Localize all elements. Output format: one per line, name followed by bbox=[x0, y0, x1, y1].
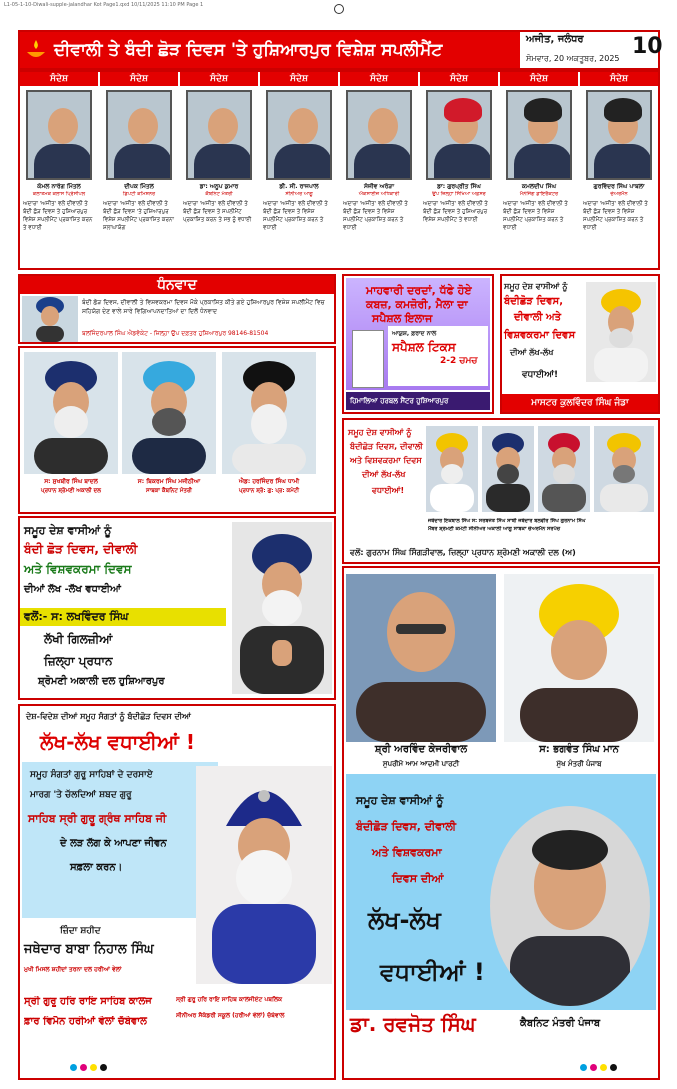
sandesh-heading: ਸੰਦੇਸ਼ bbox=[180, 72, 258, 86]
issue-date: ਸੋਮਵਾਰ, 20 ਅਕਤੂਬਰ, 2025 bbox=[526, 54, 620, 63]
leader-role: ਪ੍ਰਧਾਨ ਸ਼੍ਰੋ: ਗੁ: ਪ੍ਰ: ਕਮੇਟੀ bbox=[238, 488, 300, 494]
sandesh-title: ਸੀਨੀਅਰ ਆਗੂ bbox=[285, 191, 313, 197]
desh-line-8: ਸ਼੍ਰੋਮਣੀ ਅਕਾਲੀ ਦਲ ਹੁਸ਼ਿਆਰਪੁਰ bbox=[38, 676, 165, 687]
sangat-headline: ਲੱਖ-ਲੱਖ ਵਧਾਈਆਂ ! bbox=[40, 730, 195, 754]
sangat-line-13: ਸ੍ਰੀ ਗੁਰੂ ਹਰਿ ਰਾਇ ਸਾਹਿਬ ਕਾਲਜੀਏਟ ਪਬਲਿਕ bbox=[176, 996, 283, 1003]
sandesh-title: ਕੈਬਨਿਟ ਮੰਤਰੀ bbox=[205, 191, 233, 197]
sandesh-name: ਗੁਰਵਿੰਦਰ ਸਿੰਘ ਪਾਬਲਾ bbox=[593, 183, 645, 190]
mann-role: ਮੁੱਖ ਮੰਤਰੀ ਪੰਜਾਬ bbox=[556, 760, 602, 768]
villager-photo bbox=[538, 426, 590, 512]
sandesh-photo bbox=[106, 90, 172, 180]
dhanwad-sign: ਬਲਜਿੰਦਰਪਾਲ ਸਿੰਘ ਐਡਵੋਕੇਟ - ਜ਼ਿਲ੍ਹਾ ਉਪ ਦਫ਼ਤਰ ਹੁਸ਼ਿਆਰਪੁਰ 98146-81504 bbox=[82, 330, 269, 337]
sandesh-title: ਕਲਾਤਮਕ ਕਲਾਸ ਪ੍ਰਿੰਸੀਪਲ bbox=[32, 191, 86, 197]
desh-line-3: ਅਤੇ ਵਿਸ਼ਵਕਰਮਾ ਦਿਵਸ bbox=[24, 562, 132, 576]
color-swatch bbox=[70, 1064, 77, 1071]
kejriwal-photo bbox=[346, 574, 496, 742]
sandesh-title: ਐਕਸਾਈਜ਼ ਅਧਿਕਾਰੀ bbox=[358, 191, 400, 197]
sandesh-card bbox=[260, 72, 338, 268]
ravjot-role: ਕੈਬਨਿਟ ਮੰਤਰੀ ਪੰਜਾਬ bbox=[520, 1018, 601, 1029]
sandesh-text: ਅਦਾਰਾ 'ਅਜੀਤ' ਵਲੋਂ ਦੀਵਾਲੀ ਤੇ ਬੰਦੀ ਛੋੜ ਦਿਵਸ ਤੇ ਹੁਸ਼ਿਆਰਪੁਰ ਵਿਸ਼ੇਸ਼ ਸਪਲੀਮੈਂਟ ਪ੍ਰਕਾਸ਼ਿਤ ਕਰਨ ਤੇ ਵਧਾਈ bbox=[23, 201, 93, 231]
villagers-line-2: ਬੰਦੀਛੋੜ ਦਿਵਸ, ਦੀਵਾਲੀ bbox=[350, 442, 423, 451]
sangat-line-12: ਫ਼ਾਰ ਵਿਮੈਨ ਹਰੀਆਂ ਵੇਲਾਂ ਚੱਬੇਵਾਲ bbox=[24, 1016, 147, 1027]
villagers-line-5: ਵਧਾਈਆਂ! bbox=[372, 486, 405, 495]
aap-line-4: ਦਿਵਸ ਦੀਆਂ bbox=[392, 872, 444, 885]
desh-line-1: ਸਮੂਹ ਦੇਸ਼ ਵਾਸੀਆਂ ਨੂੰ bbox=[24, 524, 112, 537]
dhanwad-text: ਬੰਦੀ ਛੋੜ ਦਿਵਸ, ਦੀਵਾਲੀ ਤੇ ਵਿਸ਼ਵਕਰਮਾ ਦਿਵਸ ਮੌਕੇ ਪ੍ਰਕਾਸ਼ਿਤ ਕੀਤੇ ਗਏ ਹੁਸ਼ਿਆਰਪੁਰ ਵਿਸ਼ੇਸ਼ ਸਪਲੀਮੈਂਟ ਵਿਚ ਸਹਿਯੋਗ ਦੇਣ ਵਾਲੇ ਸਾਰੇ ਵਿਗਿਆਪਨਦਾਤਿਆਂ ਦਾ ਦਿਲੋਂ ਧੰਨਵਾਦ bbox=[82, 299, 325, 315]
sandesh-heading: ਸੰਦੇਸ਼ bbox=[420, 72, 498, 86]
sandesh-heading: ਸੰਦੇਸ਼ bbox=[100, 72, 178, 86]
sandesh-name: ਡਾ: ਅਨੂਪ ਕੁਮਾਰ bbox=[199, 183, 239, 190]
leader-photo bbox=[222, 352, 316, 474]
aap-line-3: ਅਤੇ ਵਿਸ਼ਵਕਰਮਾ bbox=[372, 846, 442, 859]
leader-name: ਸ: ਬਿਕਰਮ ਸਿੰਘ ਮਜੀਠੀਆ bbox=[137, 478, 201, 485]
aap-line-2: ਬੰਦੀਛੋੜ ਦਿਵਸ, ਦੀਵਾਲੀ bbox=[356, 820, 457, 833]
sandesh-card bbox=[500, 72, 578, 268]
leader-photo bbox=[122, 352, 216, 474]
sandesh-photo bbox=[346, 90, 412, 180]
desh-line-6: ਲੱਖੀ ਗਿਲਜ਼ੀਆਂ bbox=[44, 632, 113, 646]
sangat-line-10: ਮੁਖੀ ਮਿਸਲ ਸ਼ਹੀਦਾਂ ਤਰਨਾ ਦਲ ਹਰੀਆਂ ਵੇਲਾਂ bbox=[24, 966, 122, 973]
villagers-by-line: ਵਲੋਂ: ਗੁਰਨਾਮ ਸਿੰਘ ਸਿੰਗੜੀਵਾਲ, ਜ਼ਿਲ੍ਹਾ ਪ੍ਰਧਾਨ ਸ਼੍ਰੋਮਣੀ ਅਕਾਲੀ ਦਲ (ਅ) bbox=[350, 548, 576, 557]
sangat-line-11: ਸ੍ਰੀ ਗੁਰੂ ਹਰਿ ਰਾਇ ਸਾਹਿਬ ਕਾਲਜ bbox=[24, 996, 152, 1007]
greet-line-3: ਦੀਵਾਲੀ ਅਤੇ bbox=[514, 312, 562, 323]
sandesh-photo bbox=[506, 90, 572, 180]
leader-role: ਪ੍ਰਧਾਨ ਸ਼੍ਰੋਮਣੀ ਅਕਾਲੀ ਦਲ bbox=[41, 488, 101, 494]
sangat-line-5: ਸਾਹਿਬ ਸ੍ਰੀ ਗੁਰੂ ਗ੍ਰੰਥ ਸਾਹਿਬ ਜੀ bbox=[28, 812, 167, 825]
greet-line-4: ਵਿਸ਼ਵਕਰਮਾ ਦਿਵਸ bbox=[504, 330, 576, 341]
ad-line-1: ਮਾਹਵਾਰੀ ਦਰਦਾਂ, ਧੱਫੇ ਹੋਏ bbox=[366, 284, 472, 297]
villager-photo bbox=[426, 426, 478, 512]
product-pack-image bbox=[352, 330, 384, 388]
sandesh-card bbox=[100, 72, 178, 268]
aap-line-1: ਸਮੂਹ ਦੇਸ਼ ਵਾਸੀਆਂ ਨੂੰ bbox=[356, 794, 444, 807]
villagers-line-1: ਸਮੂਹ ਦੇਸ਼ ਵਾਸੀਆਂ ਨੂੰ bbox=[348, 428, 412, 437]
color-swatch bbox=[100, 1064, 107, 1071]
print-slug: L1-05-1-10-Diwali-supple-jalandhar Kot Page1.qxd 10/11/2025 11:10 PM Page 1 bbox=[4, 2, 204, 8]
sandesh-text: ਅਦਾਰਾ 'ਅਜੀਤ' ਵਲੋਂ ਦੀਵਾਲੀ ਤੇ ਬੰਦੀ ਛੋੜ ਦਿਵਸ ਤੇ ਵਿਸ਼ੇਸ਼ ਸਪਲੀਮੈਂਟ ਪ੍ਰਕਾਸ਼ਿਤ ਕਰਨ ਤੇ ਵਧਾਈ bbox=[503, 201, 568, 231]
ad-line-3: ਸਪੈਸ਼ਲ ਇਲਾਜ bbox=[372, 312, 433, 325]
sandesh-photo bbox=[586, 90, 652, 180]
desh-line-4: ਦੀਆਂ ਲੱਖ -ਲੱਖ ਵਧਾਈਆਂ bbox=[24, 584, 121, 595]
sandesh-name: ਡਾ: ਗੁਰਪ੍ਰੀਤ ਸਿੰਘ bbox=[437, 183, 481, 190]
page-number: 10 bbox=[632, 34, 663, 59]
color-swatch bbox=[590, 1064, 597, 1071]
ad-small-text: ਆਯੁਸ਼, ਫ਼ਰਾਦ ਨਾਲ bbox=[392, 330, 437, 337]
greet-line-6: ਵਧਾਈਆਂ! bbox=[522, 370, 559, 380]
sandesh-card bbox=[340, 72, 418, 268]
sandesh-photo bbox=[426, 90, 492, 180]
ad-footer-bar: ਹਿਮਾਲਿਆ ਹਰਬਲ ਸੈਂਟਰ ਹੁਸ਼ਿਆਰਪੁਰ bbox=[346, 392, 490, 410]
leader-photo bbox=[24, 352, 118, 474]
greet-line-1: ਸਮੂਹ ਦੇਸ਼ ਵਾਸੀਆਂ ਨੂੰ bbox=[504, 282, 568, 291]
sandesh-card bbox=[580, 72, 658, 268]
sandesh-card bbox=[180, 72, 258, 268]
registration-mark bbox=[334, 4, 344, 14]
sangat-line-1: ਦੇਸ਼-ਵਿਦੇਸ਼ ਦੀਆਂ ਸਮੂਹ ਸੰਗਤਾਂ ਨੂੰ ਬੰਦੀਛੋੜ ਦਿਵਸ ਦੀਆਂ bbox=[26, 712, 191, 721]
sandesh-photo bbox=[186, 90, 252, 180]
sangat-line-9: ਜਥੇਦਾਰ ਬਾਬਾ ਨਿਹਾਲ ਸਿੰਘ bbox=[24, 942, 154, 957]
villagers-roles: ਮੈਂਬਰ ਸ਼੍ਰੋਮਣੀ ਕਮੇਟੀ ਸੀਨੀਅਰ ਅਕਾਲੀ ਆਗੂ ਸਾਬਕਾ ਚੇਅਰਮੈਨ ਸਰਪੰਚ bbox=[428, 526, 561, 532]
kejriwal-role: ਸੁਪਰੀਮੋ ਆਮ ਆਦਮੀ ਪਾਰਟੀ bbox=[382, 760, 460, 768]
ad-special: ਸਪੈਸ਼ਲ ਟਿਕਸ bbox=[392, 340, 456, 354]
dhanwad-title: ਧੰਨਵਾਦ bbox=[20, 276, 334, 294]
aap-line-6: ਵਧਾਈਆਂ ! bbox=[380, 958, 485, 986]
sandesh-text: ਅਦਾਰਾ 'ਅਜੀਤ' ਵਲੋਂ ਦੀਵਾਲੀ ਤੇ ਬੰਦੀ ਛੋੜ ਦਿਵਸ ਤੇ ਵਿਸ਼ੇਸ਼ ਸਪਲੀਮੈਂਟ ਪ੍ਰਕਾਸ਼ਿਤ ਕਰਨ ਤੇ ਵਧਾਈ bbox=[263, 201, 328, 231]
leader-role: ਸਾਬਕਾ ਕੈਬਨਿਟ ਮੰਤਰੀ bbox=[146, 488, 192, 494]
sandesh-text: ਅਦਾਰਾ 'ਅਜੀਤ' ਵਲੋਂ ਦੀਵਾਲੀ ਤੇ ਬੰਦੀ ਛੋੜ ਦਿਵਸ ਤੇ ਹੁਸ਼ਿਆਰਪੁਰ ਵਿਸ਼ੇਸ਼ ਸਪਲੀਮੈਂਟ ਤੇ ਵਧਾਈ bbox=[423, 201, 488, 223]
sandesh-title: ਚੇਅਰਮੈਨ bbox=[610, 191, 628, 197]
greet-line-5: ਦੀਆਂ ਲੱਖ-ਲੱਖ bbox=[510, 348, 554, 357]
color-swatch bbox=[80, 1064, 87, 1071]
sandesh-heading: ਸੰਦੇਸ਼ bbox=[260, 72, 338, 86]
nihang-photo bbox=[196, 766, 332, 984]
sangat-line-8: ਜ਼ਿੰਦਾ ਸ਼ਹੀਦ bbox=[60, 926, 101, 936]
desh-photo bbox=[232, 522, 332, 694]
sandesh-heading: ਸੰਦੇਸ਼ bbox=[20, 72, 98, 86]
ravjot-photo bbox=[490, 806, 650, 1006]
ad-line-2: ਕਬਜ਼, ਕਮਜ਼ੋਰੀ, ਮੈਲਾ ਦਾ bbox=[366, 298, 468, 311]
sandesh-name: ਦੀਪਕ ਮਿੱਤਲ bbox=[124, 183, 154, 190]
diya-icon bbox=[24, 38, 48, 62]
color-swatch bbox=[610, 1064, 617, 1071]
sandesh-photo bbox=[266, 90, 332, 180]
leader-name: ਐਡ: ਹਰਜਿੰਦਰ ਸਿੰਘ ਧਾਮੀ bbox=[238, 478, 300, 485]
sandesh-title: ਡਿਪਟੀ ਕਮਿਸ਼ਨਰ bbox=[122, 191, 156, 197]
kejriwal-name: ਸ਼੍ਰੀ ਅਰਵਿੰਦ ਕੇਜਰੀਵਾਲ bbox=[374, 744, 468, 755]
sangat-line-4: ਮਾਰਗ 'ਤੇ ਚੱਲਦਿਆਂ ਸ਼ਬਦ ਗੁਰੂ bbox=[30, 790, 132, 800]
villagers-line-4: ਦੀਆਂ ਲੱਖ-ਲੱਖ bbox=[362, 470, 406, 479]
color-swatch bbox=[90, 1064, 97, 1071]
desh-line-2: ਬੰਦੀ ਛੋੜ ਦਿਵਸ, ਦੀਵਾਲੀ bbox=[24, 542, 138, 556]
ravjot-name: ਡਾ. ਰਵਜੋਤ ਸਿੰਘ bbox=[350, 1012, 476, 1036]
aap-line-5: ਲੱਖ-ਲੱਖ bbox=[368, 906, 441, 934]
sandesh-text: ਅਦਾਰਾ 'ਅਜੀਤ' ਵਲੋਂ ਦੀਵਾਲੀ ਤੇ ਬੰਦੀ ਛੋੜ ਦਿਵਸ ਤੇ ਵਿਸ਼ੇਸ਼ ਸਪਲੀਮੈਂਟ ਪ੍ਰਕਾਸ਼ਿਤ ਕਰਨ ਤੇ ਵਧਾਈ bbox=[343, 201, 408, 231]
color-swatch bbox=[580, 1064, 587, 1071]
villagers-names: ਜਥੇਦਾਰ ਇਕਬਾਲ ਸਿੰਘ ਸ: ਸਰਬਜੋਤ ਸਿੰਘ ਸਾਬੀ ਜਥੇਦਾਰ ਬਲਵੀਰ ਸਿੰਘ ਗੁਰਨਾਮ ਸਿੰਘ bbox=[428, 518, 586, 524]
sandesh-name: ਸੰਜੀਵ ਅਰੋੜਾ bbox=[363, 183, 395, 190]
sandesh-card bbox=[420, 72, 498, 268]
greet-line-2: ਬੰਦੀਛੋੜ ਦਿਵਸ, bbox=[504, 296, 564, 307]
sandesh-name: ਕਮਲਦੀਪ ਸਿੰਘ bbox=[521, 183, 557, 190]
desh-line-7: ਜ਼ਿਲ੍ਹਾ ਪ੍ਰਧਾਨ bbox=[44, 654, 113, 668]
sandesh-heading: ਸੰਦੇਸ਼ bbox=[340, 72, 418, 86]
desh-line-5: ਵਲੋਂ:- ਸ: ਲਖਵਿੰਦਰ ਸਿੰਘ bbox=[24, 610, 129, 623]
master-name: ਮਾਸਟਰ ਕੁਲਵਿੰਦਰ ਸਿੰਘ ਜੰਡਾ bbox=[502, 394, 658, 412]
sangat-line-3: ਸਮੂਹ ਸੰਗਤਾਂ ਗੁਰੂ ਸਾਹਿਬਾਂ ਦੇ ਦਰਸਾਏ bbox=[30, 770, 153, 780]
dhanwad-photo bbox=[22, 296, 78, 342]
color-swatch bbox=[600, 1064, 607, 1071]
mann-name: ਸ: ਭਗਵੰਤ ਸਿੰਘ ਮਾਨ bbox=[539, 744, 619, 755]
sangat-line-6: ਦੇ ਲੜ ਲੱਗ ਕੇ ਆਪਣਾ ਜੀਵਨ bbox=[60, 838, 167, 849]
sandesh-title: ਉਪ ਜ਼ਿਲ੍ਹਾ ਸਿੱਖਿਆ ਅਫ਼ਸਰ bbox=[432, 191, 486, 197]
sandesh-text: ਅਦਾਰਾ 'ਅਜੀਤ' ਵਲੋਂ ਦੀਵਾਲੀ ਤੇ ਬੰਦੀ ਛੋੜ ਦਿਵਸ ਤੇ ਸਪਲੀਮੈਂਟ ਪ੍ਰਕਾਸ਼ਿਤ ਕਰਨ ਤੇ ਸਭ ਨੂੰ ਵਧਾਈ bbox=[183, 201, 252, 223]
villager-photo bbox=[482, 426, 534, 512]
mann-photo bbox=[504, 574, 654, 742]
villager-photo bbox=[594, 426, 654, 512]
paper-name: ਅਜੀਤ, ਜਲੰਧਰ bbox=[526, 34, 584, 45]
sandesh-title: ਮੈਨੇਜਿੰਗ ਡਾਇਰੈਕਟਰ bbox=[519, 191, 559, 197]
sandesh-card bbox=[20, 72, 98, 268]
leader-name: ਸ: ਸੁਖਬੀਰ ਸਿੰਘ ਬਾਦਲ bbox=[44, 478, 98, 485]
sandesh-name: ਕੋਮਲ ਨਾਰੰਗ ਮਿੱਤਲ bbox=[37, 183, 81, 190]
sandesh-name: ਡੀ. ਸੀ. ਰਾਜਪਾਲ bbox=[279, 183, 319, 190]
sandesh-text: ਅਦਾਰਾ 'ਅਜੀਤ' ਵਲੋਂ ਦੀਵਾਲੀ ਤੇ ਬੰਦੀ ਛੋੜ ਦਿਵਸ 'ਤੇ ਹੁਸ਼ਿਆਰਪੁਰ ਵਿਸ਼ੇਸ਼ ਸਪਲੀਮੈਂਟ ਪ੍ਰਕਾਸ਼ਿਤ ਕਰਨਾ ਸ਼ਲਾਘਾਯੋਗ bbox=[103, 201, 174, 231]
villagers-line-3: ਅਤੇ ਵਿਸ਼ਵਕਰਮਾ ਦਿਵਸ bbox=[350, 456, 422, 465]
master-photo bbox=[586, 282, 656, 382]
sangat-line-7: ਸਫ਼ਲਾ ਕਰਨ। bbox=[70, 862, 123, 873]
sandesh-photo bbox=[26, 90, 92, 180]
sandesh-heading: ਸੰਦੇਸ਼ bbox=[580, 72, 658, 86]
sangat-line-14: ਸੀਨੀਅਰ ਸੈਕੰਡਰੀ ਸਕੂਲ (ਹਰੀਆਂ ਵੇਲਾਂ) ਚੱਬੇਵਾਲ bbox=[176, 1012, 285, 1019]
masthead-title: ਦੀਵਾਲੀ ਤੇ ਬੰਦੀ ਛੋੜ ਦਿਵਸ 'ਤੇ ਹੁਸ਼ਿਆਰਪੁਰ ਵਿਸ਼ੇਸ਼ ਸਪਲੀਮੈਂਟ bbox=[20, 32, 520, 68]
sandesh-text: ਅਦਾਰਾ 'ਅਜੀਤ' ਵਲੋਂ ਦੀਵਾਲੀ ਤੇ ਬੰਦੀ ਛੋੜ ਦਿਵਸ ਤੇ ਵਿਸ਼ੇਸ਼ ਸਪਲੀਮੈਂਟ ਪ੍ਰਕਾਸ਼ਿਤ ਕਰਨ ਤੇ ਵਧਾਈ bbox=[583, 201, 648, 231]
ad-dose: 2-2 ਚਮਚ bbox=[440, 356, 478, 366]
sandesh-heading: ਸੰਦੇਸ਼ bbox=[500, 72, 578, 86]
